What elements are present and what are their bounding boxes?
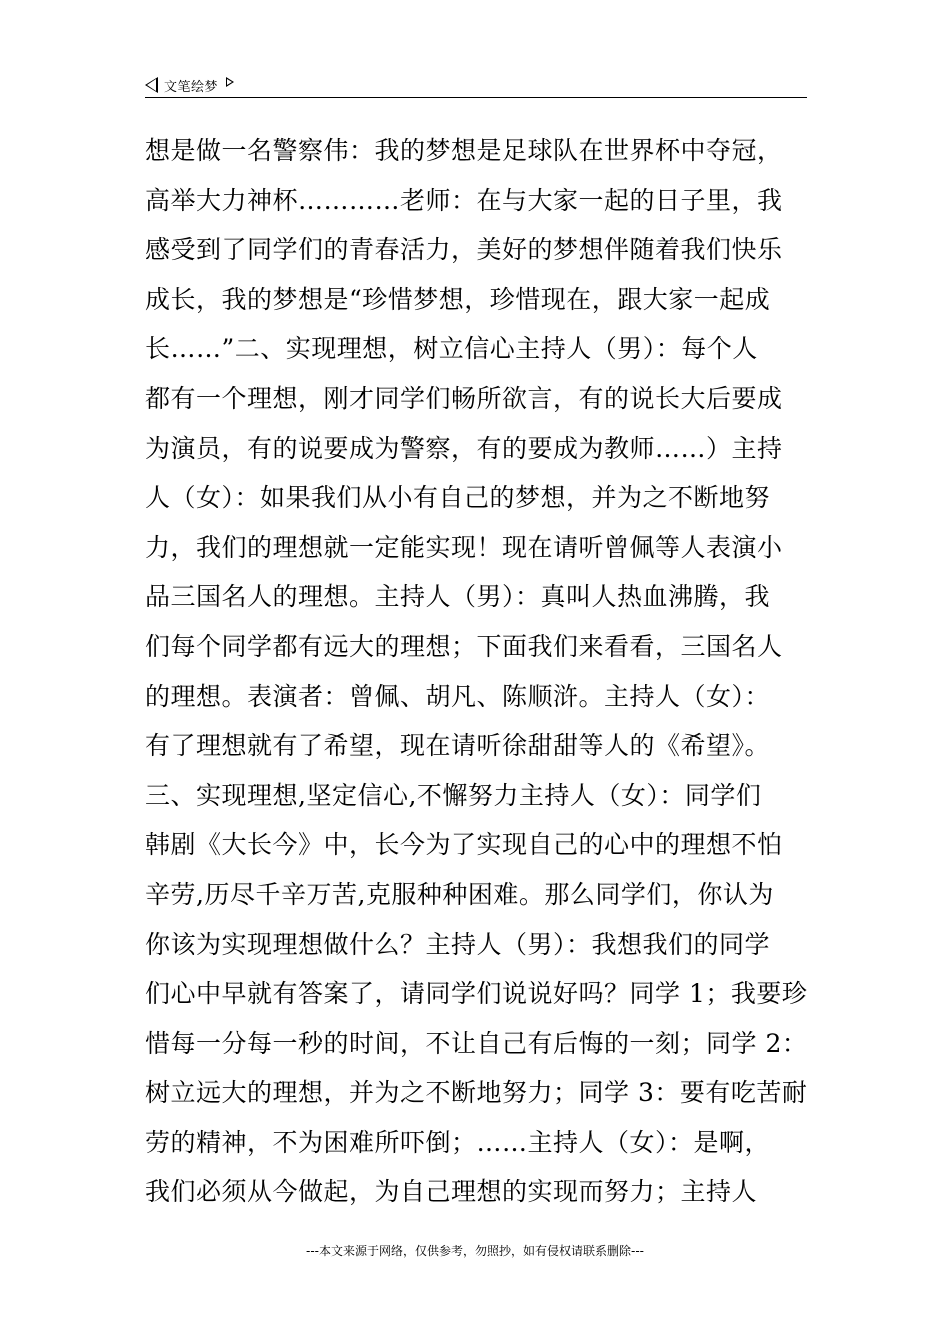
document-body [145, 126, 807, 1217]
body-line: 我们必须从今做起，为自己理想的实现而努力；主持人 [145, 1177, 758, 1207]
body-line: 辛劳,历尽千辛万苦,克服种种困难。那么同学们，你认为 [145, 879, 774, 909]
body-line: 想是做一名警察伟：我的梦想是足球队在世界杯中夺冠， [145, 136, 783, 165]
body-line: 为演员，有的说要成为警察，有的要成为教师……）主持 [145, 433, 783, 463]
body-line: 都有一个理想，刚才同学们畅所欲言，有的说长大后要成 [145, 383, 783, 413]
body-line: 品三国名人的理想。主持人（男）：真叫人热血沸腾，我 [145, 582, 771, 612]
body-line: 韩剧《大长今》中，长今为了实现自己的心中的理想不怕 [145, 830, 783, 860]
right-triangle-icon [226, 77, 234, 87]
body-line: 人（女）：如果我们从小有自己的梦想，并为之不断地努 [145, 483, 771, 513]
body-line: 树立远大的理想，并为之不断地努力；同学 3：要有吃苦耐 [145, 1078, 808, 1108]
body-line: 的理想。表演者：曾佩、胡凡、陈顺浒。主持人（女）： [145, 681, 771, 711]
body-line: 长……”二、实现理想，树立信心主持人（男）：每个人 [145, 334, 758, 364]
body-line: 感受到了同学们的青春活力，美好的梦想伴随着我们快乐 [145, 235, 783, 265]
body-line: 高举大力神杯…………老师：在与大家一起的日子里，我 [145, 185, 783, 215]
body-line: 三、实现理想,坚定信心,不懈努力主持人（女）：同学们 [145, 780, 762, 810]
body-line: 惜每一分每一秒的时间，不让自己有后悔的一刻；同学 2： [145, 1028, 808, 1058]
page-header [145, 72, 807, 98]
body-line: 劳的精神，不为困难所吓倒；……主持人（女）：是啊， [145, 1127, 771, 1157]
body-line: 们心中早就有答案了，请同学们说说好吗？同学 1；我要珍 [145, 979, 808, 1009]
body-line: 你该为实现理想做什么？主持人（男）：我想我们的同学 [145, 929, 771, 959]
body-line: 们每个同学都有远大的理想；下面我们来看看，三国名人 [145, 631, 783, 661]
left-triangle-icon [145, 77, 158, 93]
body-line: 力，我们的理想就一定能实现！现在请听曾佩等人表演小 [145, 532, 783, 562]
body-line: 成长，我的梦想是“珍惜梦想，珍惜现在，跟大家一起成 [145, 284, 771, 314]
body-line: 有了理想就有了希望，现在请听徐甜甜等人的《希望》。 [145, 731, 771, 761]
header-rule [145, 97, 807, 98]
header-brand: 文笔绘梦 [164, 79, 219, 95]
footer-notice: ---本文来源于网络，仅供参考，勿照抄，如有侵权请联系删除--- [306, 1244, 644, 1258]
